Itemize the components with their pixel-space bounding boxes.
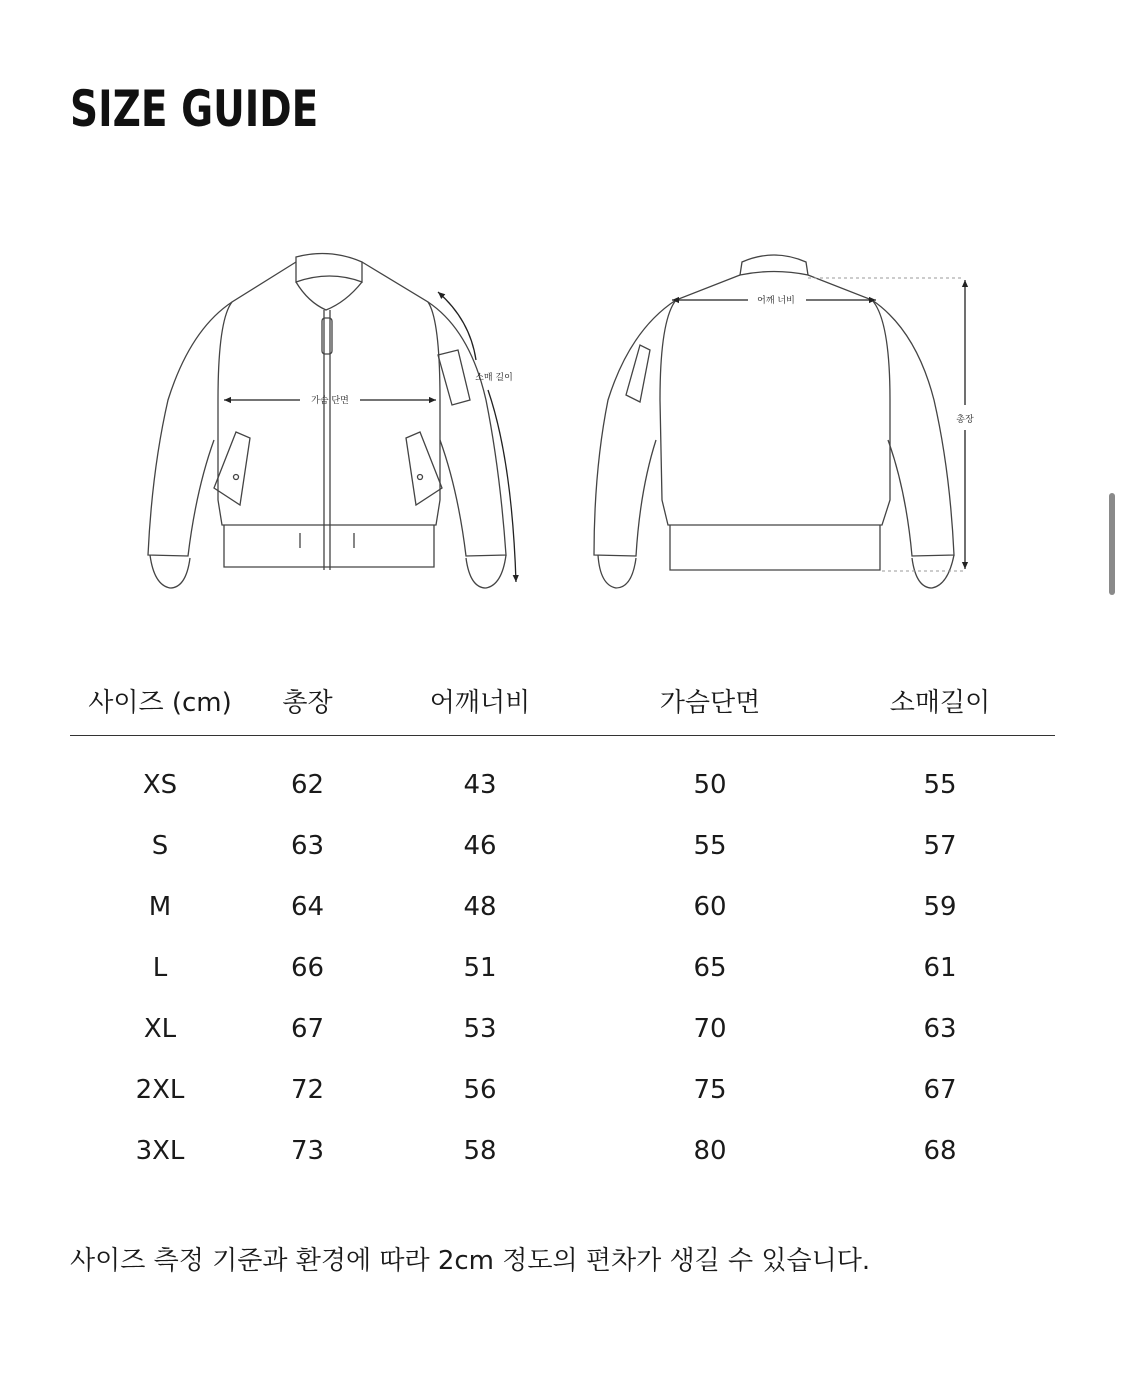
- sleeve-label: 소매 길이: [475, 373, 513, 383]
- table-row: [70, 736, 1055, 816]
- header-length: 총장: [250, 665, 365, 736]
- size-deviation-note: 사이즈 측정 기준과 환경에 따라 2cm 정도의 편차가 생길 수 있습니다.: [70, 1246, 871, 1276]
- cell-size: 3XL: [135, 1135, 185, 1166]
- cell-size: XS: [142, 769, 178, 800]
- cell-shoulder: 56: [463, 1074, 497, 1105]
- chest-label: 가슴 단면: [311, 396, 349, 406]
- cell-sleeve: 67: [923, 1074, 957, 1105]
- header-size: 사이즈 (cm): [70, 665, 250, 736]
- table-row: [70, 998, 1055, 1059]
- table-row: [70, 1120, 1055, 1181]
- cell-length: 63: [290, 830, 325, 861]
- cell-chest: 75: [693, 1074, 727, 1105]
- cell-chest: 50: [693, 769, 727, 800]
- jacket-measurement-diagram: [0, 230, 1125, 610]
- cell-length: 67: [290, 1013, 325, 1044]
- cell-length: 73: [290, 1135, 325, 1166]
- cell-length: 64: [290, 891, 325, 922]
- header-shoulder: 어깨너비: [365, 665, 595, 736]
- cell-shoulder: 43: [463, 769, 497, 800]
- cell-chest: 70: [693, 1013, 727, 1044]
- header-sleeve: 소매길이: [825, 665, 1055, 736]
- length-label: 총장: [956, 415, 974, 425]
- cell-size: L: [152, 952, 168, 983]
- cell-sleeve: 57: [923, 830, 957, 861]
- cell-length: 66: [290, 952, 325, 983]
- cell-sleeve: 63: [923, 1013, 957, 1044]
- cell-size: 2XL: [135, 1074, 185, 1105]
- cell-length: 62: [290, 769, 325, 800]
- cell-shoulder: 51: [463, 952, 497, 983]
- front-jacket-illustration: [148, 253, 506, 588]
- table-row: [70, 937, 1055, 998]
- page-title: SIZE GUIDE: [70, 80, 319, 138]
- table-row: [70, 1059, 1055, 1120]
- cell-shoulder: 48: [463, 891, 497, 922]
- cell-chest: 55: [693, 830, 727, 861]
- cell-sleeve: 59: [923, 891, 957, 922]
- cell-chest: 80: [693, 1135, 727, 1166]
- cell-shoulder: 46: [463, 830, 497, 861]
- shoulder-label: 어깨 너비: [757, 296, 795, 306]
- cell-shoulder: 58: [463, 1135, 497, 1166]
- cell-length: 72: [290, 1074, 325, 1105]
- cell-chest: 60: [693, 891, 727, 922]
- header-chest: 가슴단면: [595, 665, 825, 736]
- cell-sleeve: 61: [923, 952, 957, 983]
- cell-size: XL: [143, 1013, 177, 1044]
- cell-shoulder: 53: [463, 1013, 497, 1044]
- scrollbar[interactable]: [1109, 493, 1115, 595]
- table-header-row: [70, 665, 1055, 736]
- cell-size: S: [151, 830, 169, 861]
- table-row: [70, 876, 1055, 937]
- cell-chest: 65: [693, 952, 727, 983]
- cell-sleeve: 55: [923, 769, 957, 800]
- size-table: [70, 665, 1055, 1181]
- cell-size: M: [148, 891, 172, 922]
- cell-sleeve: 68: [923, 1135, 957, 1166]
- table-row: [70, 815, 1055, 876]
